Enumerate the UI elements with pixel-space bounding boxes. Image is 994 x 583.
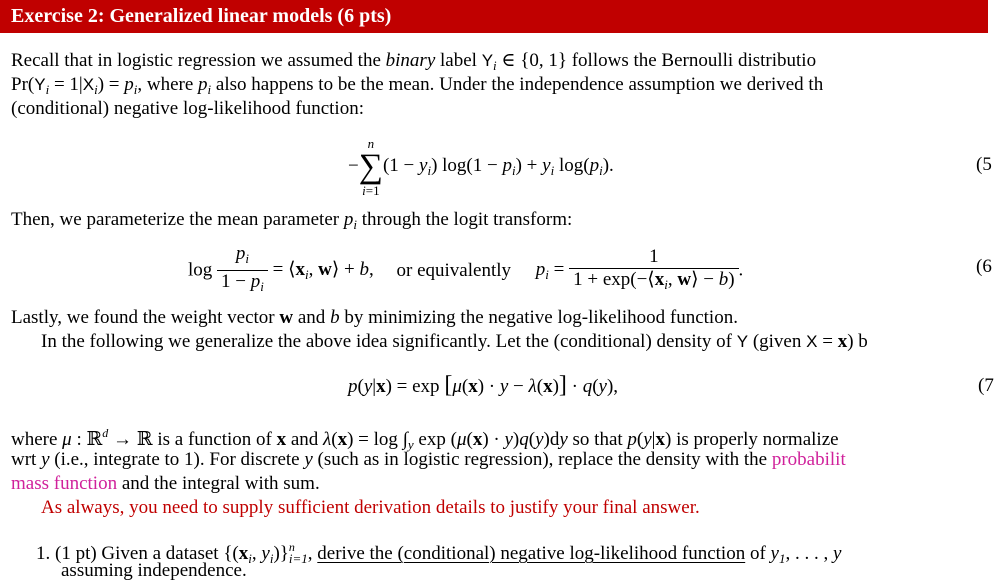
where-line-3	[11, 472, 320, 496]
equation-6: log $\frac{p_i}{1 - p_i}$ = $⟨x_i$, w⟩ + b, or equivalently $p_i$ = $\frac{1}{1 + \exp(-⟨x_i, w⟩ - b)}$ .	[188, 243, 744, 294]
where-text: and	[290, 429, 319, 450]
equation-7: p(y|x) = exp [μ(x) · y − λ(x)] · q(y),	[348, 372, 619, 398]
exercise-title: Exercise 2: Generalized linear models (6 pts)	[11, 5, 392, 27]
lastly-line: Lastly, we found the weight vector w and b by minimizing the negative log-likelihood function.	[11, 307, 738, 328]
where-text: is properly normalize	[676, 429, 839, 450]
intro-text: follows the Bernoulli distributio	[571, 50, 817, 71]
then-text: through the logit transform:	[361, 209, 573, 230]
lastly-text: by minimizing the negative log-likelihood function.	[344, 307, 738, 328]
following-line: In the following we generalize the above idea significantly. Let the (conditional) density of Y (given X = x) b	[41, 331, 868, 352]
where-text: (i.e., integrate to 1). For discrete	[54, 449, 300, 470]
then-line: Then, we parameterize the mean parameter $p_i$ through the logit transform:	[11, 209, 573, 232]
where-text: wrt	[11, 449, 37, 470]
intro-text: Recall that in logistic regression we assumed the	[11, 50, 381, 71]
following-text: ) b	[847, 331, 868, 352]
equation-5: − n ∑ i=1 $(1 - y_i)$ $\log(1 - p_i) + y_i$ $\log(p_i)$.	[348, 136, 614, 198]
lastly-text: Lastly, we found the weight vector	[11, 307, 275, 328]
where-text: is a function of	[157, 429, 272, 450]
intro-line-3	[11, 97, 364, 121]
then-text: Then, we parameterize the mean parameter	[11, 209, 340, 230]
question-1-text: assuming independence.	[61, 560, 247, 581]
where-line-2: wrt y (i.e., integrate to 1). For discrete y (such as in logistic regression), replace the density with the probabilit	[11, 449, 846, 470]
question-1-task: derive the (conditional) negative log-likelihood function	[317, 543, 746, 564]
probability-mass-function-link[interactable]: probabilit	[771, 449, 846, 470]
intro-line-2: $Pr(Y_i = 1|X_i) = p_i$, where $p_i$ also happens to be the mean. Under the independence assumption we derived th	[11, 74, 824, 97]
question-1-number: 1.	[36, 543, 51, 564]
question-1-line-2	[61, 559, 247, 583]
equation-6-number: (6	[976, 256, 992, 277]
sum-symbol: n ∑ i=1	[358, 136, 383, 198]
where-line-1: where μ : ℝ$^d$ → ℝ is a function of x and $\lambda(x) = \log \int_y$ exp (μ(x) · y)q(y)dy so that p(y|x) is properly normalize	[11, 426, 839, 452]
equation-5-number: (5	[976, 154, 992, 175]
question-1-text: (1 pt) Given a dataset	[55, 543, 219, 564]
equation-7-number: (7	[978, 375, 994, 396]
following-text: (given	[752, 331, 802, 352]
intro-text: also happens to be the mean. Under the independence assumption we derived th	[215, 74, 824, 95]
where-text: so that	[572, 429, 623, 450]
where-text: and the integral with sum.	[121, 473, 320, 494]
question-1-line-1: 1. (1 pt) Given a dataset {($x_i$, $y_i)\}^n_{i=1}$, derive the (conditional) negative log-likelihood function of $y_1$, . . . , y	[36, 540, 842, 566]
binary-word: binary	[385, 50, 436, 71]
derivation-reminder: As always, you need to supply sufficient derivation details to justify your final answer.	[41, 497, 700, 518]
question-1-text: of	[749, 543, 766, 564]
where-text: where	[11, 429, 58, 450]
probability-mass-function-link-cont[interactable]: mass function	[11, 473, 118, 494]
where-text: (such as in logistic regression), replace the density with the	[317, 449, 768, 470]
or-equivalently-text: or equivalently	[396, 259, 512, 281]
following-text: In the following we generalize the above idea significantly. Let the (conditional) density of	[41, 331, 732, 352]
intro-text: (conditional) negative log-likelihood function:	[11, 98, 364, 119]
intro-text: label	[440, 50, 477, 71]
lastly-text: and	[297, 307, 326, 328]
exercise-title-banner	[0, 0, 988, 33]
intro-line-1: Recall that in logistic regression we assumed the binary label $Y_i$ ∈ {0, 1} follows the Bernoulli distributio	[11, 50, 817, 73]
